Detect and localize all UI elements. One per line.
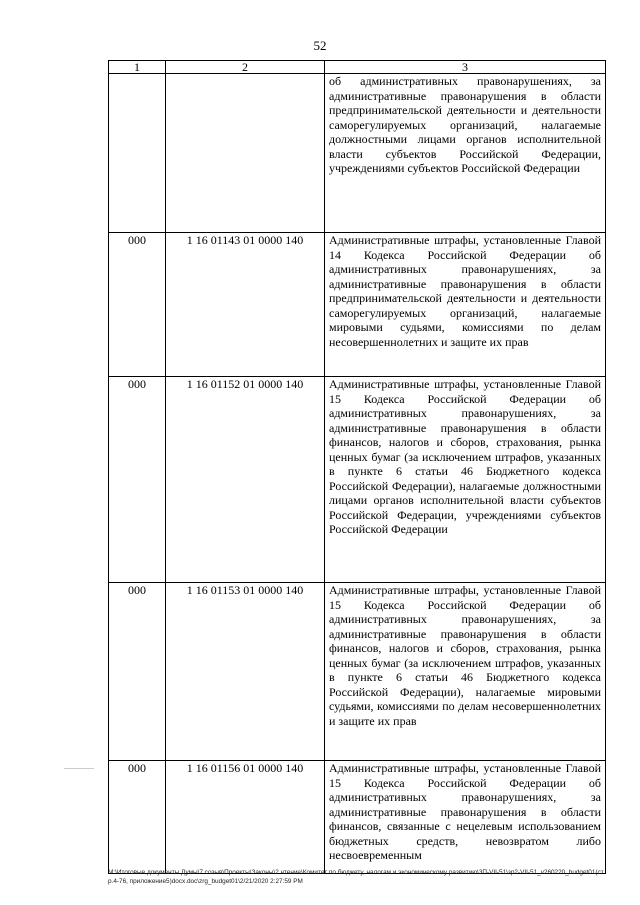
page-number: 52 [313,38,327,53]
table-row [109,233,606,377]
column-header-kbk: 2 [166,61,325,74]
admin-code-cell: 000 [109,583,166,761]
kbk-code-cell: 1 16 01153 01 0000 140 [166,583,325,761]
description-cell: Административные штрафы, установленные Главой 15 Кодекса Российской Федерации об административных правонарушениях, за административные правонарушения в области финансов, связанные с нецелевым использованием бюджетных средств, невозвратом либо несвоевременным [325,761,606,874]
admin-code-cell [109,74,166,233]
admin-code-cell: 000 [109,233,166,377]
column-header-admin-code: 1 [109,61,166,74]
margin-mark [64,768,94,769]
kbk-code-cell: 1 16 01156 01 0000 140 [166,761,325,874]
kbk-code-cell [166,74,325,233]
file-path-footer: M:\Итоговые документы Думы\7 созыв\Проекты\Законы\2 чтение\Комитет по бюджету, налогам и экономическому развитию\3П-VII-51\зр2-VII-51_v260220_budget01(стр.4-76, приложение5)docx.doc\zrg_budget01\2/21/2020 2:27:59 PM [108,869,604,885]
table-row [109,74,606,233]
table-row [109,377,606,583]
description-cell: об административных правонарушениях, за административные правонарушения в области предпринимательской деятельности и деятельности саморегулируемых организаций, налагаемые должностными лицами органов исполнительной власти субъектов Российской Федерации, учреждениями субъектов Российской Федерации [325,74,606,233]
description-cell: Административные штрафы, установленные Главой 14 Кодекса Российской Федерации об административных правонарушениях, за административные правонарушения в области предпринимательской деятельности и деятельности саморегулируемых организаций, налагаемые мировыми судьями, комиссиями по делам несовершеннолетних и защите их прав [325,233,606,377]
kbk-code-cell: 1 16 01152 01 0000 140 [166,377,325,583]
column-header-description: 3 [325,61,606,74]
budget-classification-table [108,60,606,874]
description-cell: Административные штрафы, установленные Главой 15 Кодекса Российской Федерации об административных правонарушениях, за административные правонарушения в области финансов, налогов и сборов, страхования, рынка ценных бумаг (за исключением штрафов, указанных в пункте 6 статьи 46 Бюджетного кодекса Российской Федерации), налагаемые мировыми судьями, комиссиями по делам несовершеннолетних и защите их прав [325,583,606,761]
admin-code-cell: 000 [109,761,166,874]
table-row [109,761,606,874]
table-row [109,583,606,761]
header-row [109,61,606,74]
kbk-code-cell: 1 16 01143 01 0000 140 [166,233,325,377]
table-header [109,61,606,74]
description-cell: Административные штрафы, установленные Главой 15 Кодекса Российской Федерации об административных правонарушениях, за административные правонарушения в области финансов, налогов и сборов, страхования, рынка ценных бумаг (за исключением штрафов, указанных в пункте 6 статьи 46 Бюджетного кодекса Российской Федерации), налагаемые должностными лицами органов исполнительной власти субъектов Российской Федерации, учреждениями субъектов Российской Федерации [325,377,606,583]
table-body [109,74,606,874]
admin-code-cell: 000 [109,377,166,583]
